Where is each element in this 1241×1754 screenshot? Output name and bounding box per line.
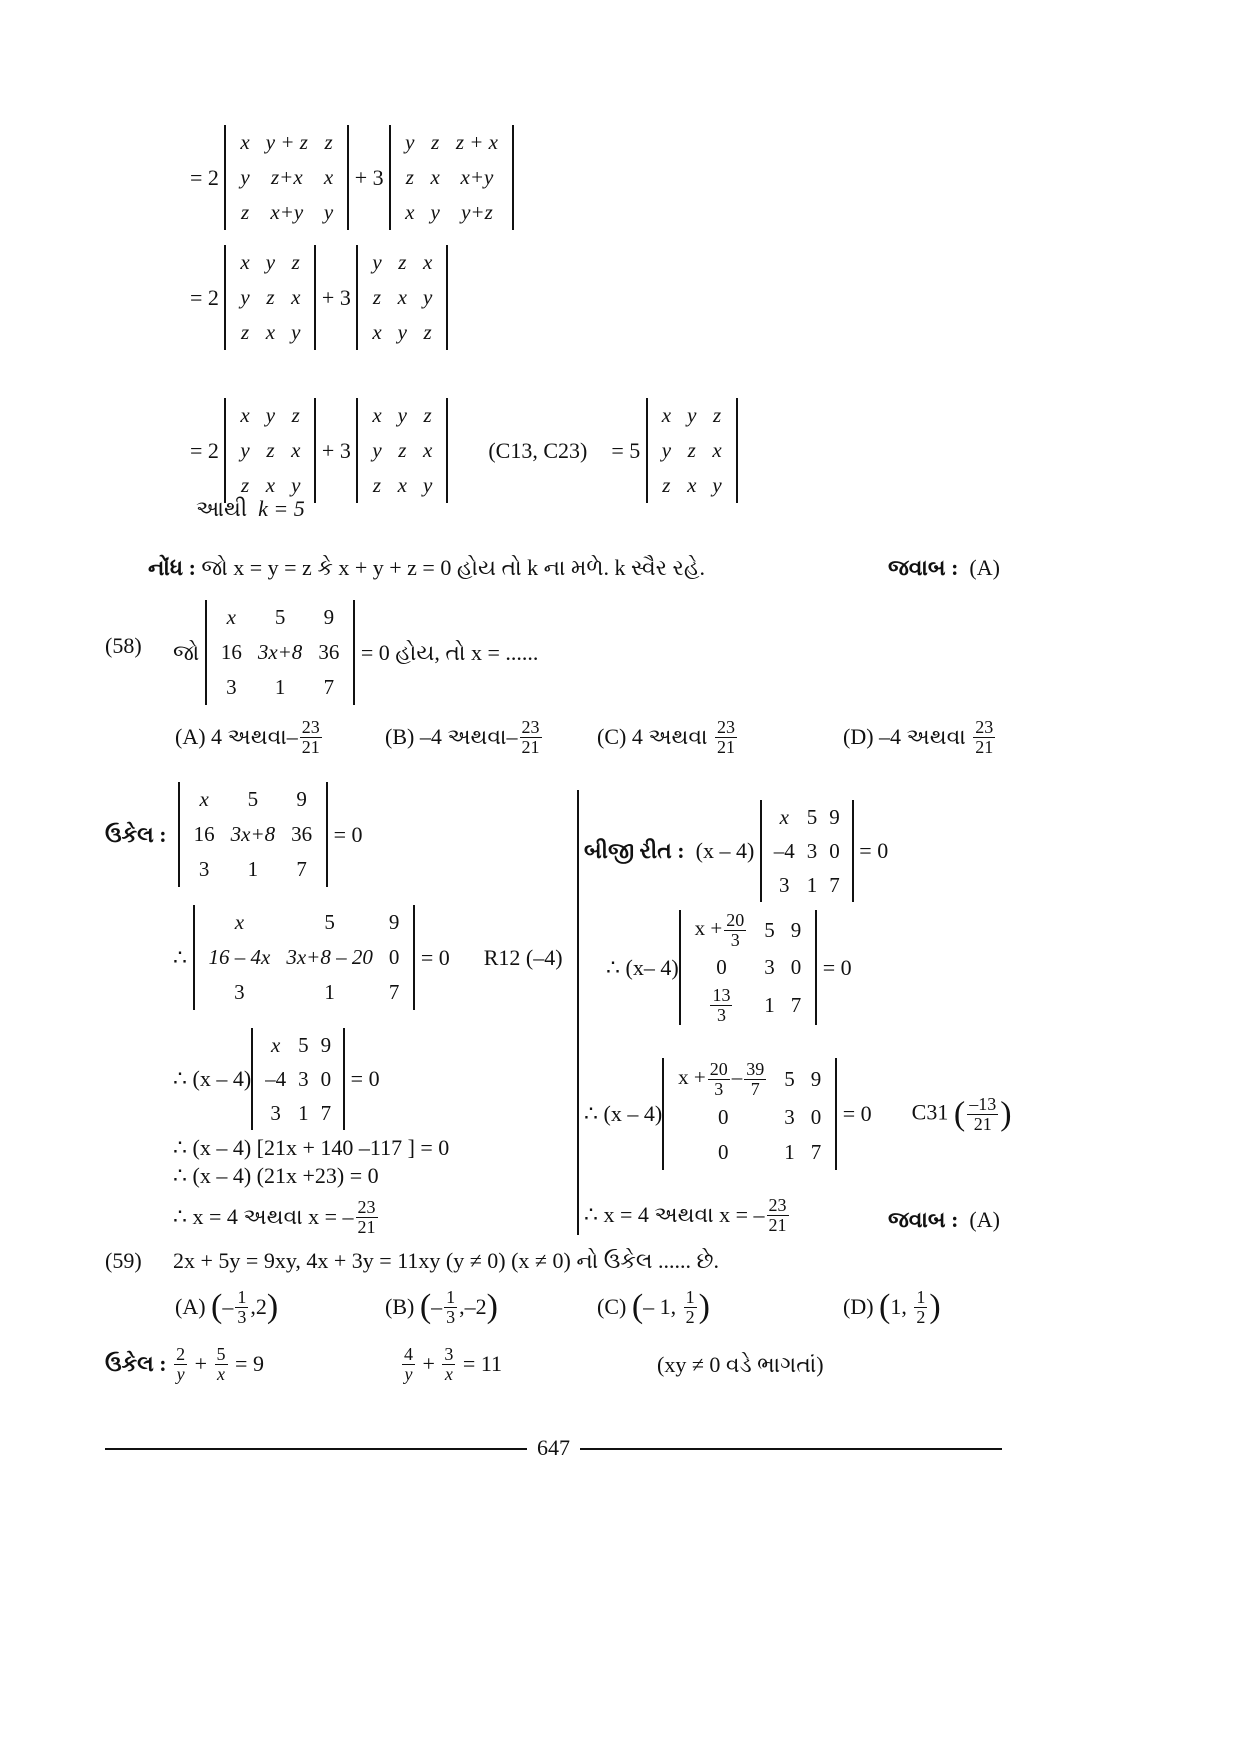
determinant: x + $\frac{20}{3}$ – $\frac{39}{7}$ 5 9 0 3 0 0 1 7 bbox=[662, 1058, 837, 1170]
matrix-cell: 1 bbox=[274, 675, 286, 699]
matrix-cell: x bbox=[422, 250, 433, 274]
matrix-cell: x bbox=[240, 130, 250, 154]
determinant bbox=[646, 398, 738, 503]
note-answer: જવાબ : (A) bbox=[888, 555, 1000, 580]
option-c: (C) ( – 1, 1 2 ) bbox=[597, 1287, 710, 1327]
q59-note: (xy ≠ 0 વડે ભાગતાં) bbox=[657, 1352, 824, 1377]
fraction: 23 21 bbox=[975, 717, 994, 757]
matrix-cell: z bbox=[240, 473, 250, 497]
matrix-cell: 9 bbox=[296, 787, 307, 811]
matrix-cell: z bbox=[687, 438, 696, 462]
matrix-cell: 3 bbox=[806, 839, 818, 863]
option-a: (A) 4 અથવા – 23 21 bbox=[175, 717, 320, 757]
matrix-cell: 5 bbox=[324, 910, 335, 934]
matrix-cell: 5 bbox=[274, 605, 286, 629]
matrix-cell: y bbox=[397, 320, 407, 344]
matrix-cell: y bbox=[265, 403, 276, 427]
matrix-cell: 1 bbox=[298, 1101, 309, 1125]
matrix-cell: y bbox=[240, 285, 250, 309]
determinant bbox=[389, 125, 514, 230]
matrix-cell: z bbox=[266, 438, 275, 462]
column-divider bbox=[577, 790, 579, 1235]
question-number: (59) bbox=[105, 1248, 142, 1273]
matrix-cell: 7 bbox=[388, 980, 400, 1004]
matrix-cell: y bbox=[405, 130, 415, 154]
matrix-cell: y bbox=[291, 320, 301, 344]
matrix-cell: 3 bbox=[298, 1067, 309, 1091]
matrix-cell: 1 bbox=[806, 873, 818, 897]
matrix-cell: y+z bbox=[461, 200, 493, 224]
solution-right-3: ∴ (x – 4) x + $\frac{20}{3}$ – $\frac{39}{7}$ 5 9 0 3 0 0 1 7 = 0 C31 ( $\frac{-13}{21}$ ) bbox=[584, 1058, 1012, 1170]
solution-left-1: ઉકેલ : x 5 9 16 3x+8 36 3 1 7 = 0 bbox=[105, 782, 363, 887]
matrix-cell: x bbox=[323, 165, 334, 189]
matrix-cell: y + z bbox=[265, 130, 308, 154]
solution-left-2: ∴ x 5 9 16 – 4x 3x+8 – 20 0 3 1 7 = 0 R12 (–4) bbox=[173, 905, 563, 1010]
note: નોંધ : જો x = y = z કે x + y + z = 0 હોય તો k ના મળે. k સ્વૈર રહે. bbox=[148, 555, 706, 580]
q58-answer: જવાબ : (A) bbox=[888, 1207, 1000, 1232]
option-b: (B) ( – 1 3 , –2 ) bbox=[385, 1287, 498, 1327]
determinant bbox=[356, 245, 448, 350]
determinant: x + $\frac{20}{3}$ 5 9 0 3 0 $\frac{13}{3}$ 1 7 bbox=[679, 910, 818, 1025]
matrix-cell: x bbox=[240, 250, 250, 274]
solution-right-4: ∴ x = 4 અથવા x = – 23 21 bbox=[584, 1195, 787, 1235]
matrix-cell: y bbox=[323, 200, 334, 224]
column-operation: (C13, C23) bbox=[488, 437, 588, 463]
question-58: જો x 5 9 16 3x+8 36 3 1 7 = 0 હોય, તો x = ...... bbox=[173, 600, 538, 705]
matrix-cell: 3x+8 – 20 bbox=[286, 945, 373, 969]
matrix-cell: x bbox=[687, 473, 697, 497]
matrix-cell: 9 bbox=[829, 805, 840, 829]
matrix-cell: 36 bbox=[291, 822, 313, 846]
matrix-cell: 9 bbox=[320, 1033, 332, 1057]
matrix-cell: x bbox=[779, 805, 789, 829]
option-d: (D) ( 1, 1 2 ) bbox=[843, 1287, 941, 1327]
footer-rule-right bbox=[580, 1448, 1002, 1450]
row-operation: R12 (–4) bbox=[483, 944, 563, 970]
matrix-cell: z bbox=[423, 403, 432, 427]
question-number: (58) bbox=[105, 633, 142, 658]
determinant bbox=[251, 1028, 345, 1130]
matrix-cell: 0 bbox=[829, 839, 840, 863]
matrix-cell: x+y bbox=[460, 165, 494, 189]
matrix-cell: z bbox=[405, 165, 414, 189]
matrix-cell: z bbox=[240, 320, 250, 344]
page-number: 647 bbox=[537, 1435, 570, 1460]
matrix-cell: z + x bbox=[455, 130, 498, 154]
determinant bbox=[224, 125, 349, 230]
matrix-cell: z bbox=[423, 320, 432, 344]
solution-right-1: બીજી રીત : (x – 4) x 5 9 –4 3 0 3 1 7 = 0 bbox=[584, 800, 888, 902]
matrix-cell: z bbox=[398, 438, 407, 462]
determinant bbox=[224, 398, 316, 503]
matrix-cell: 9 bbox=[388, 910, 400, 934]
matrix-cell: y bbox=[661, 438, 672, 462]
matrix-cell: 1 bbox=[324, 980, 335, 1004]
step-2: = 2 x y z y z x z x y + 3 y z x z x y x y z bbox=[190, 245, 448, 350]
matrix-cell: x bbox=[397, 285, 407, 309]
option-c: (C) 4 અથવા 23 21 bbox=[597, 717, 736, 757]
matrix-cell: x bbox=[661, 403, 672, 427]
matrix-cell: z bbox=[291, 250, 300, 274]
matrix-cell: 16 bbox=[193, 822, 215, 846]
matrix-cell: y bbox=[422, 473, 433, 497]
matrix-cell: 0 bbox=[388, 945, 400, 969]
matrix-cell: z bbox=[240, 200, 250, 224]
matrix-cell: x bbox=[240, 403, 250, 427]
matrix-cell: 5 bbox=[247, 787, 259, 811]
determinant bbox=[178, 782, 329, 887]
matrix-cell: z bbox=[266, 285, 275, 309]
determinant bbox=[205, 600, 356, 705]
matrix-cell: y bbox=[265, 250, 276, 274]
matrix-cell: 3x+8 bbox=[257, 640, 303, 664]
fraction: 23 21 bbox=[521, 717, 540, 757]
matrix-cell: x bbox=[291, 285, 301, 309]
matrix-cell: x bbox=[422, 438, 433, 462]
matrix-cell: y bbox=[687, 403, 697, 427]
fraction: 23 21 bbox=[717, 717, 736, 757]
matrix-cell: x bbox=[226, 605, 236, 629]
matrix-cell: x bbox=[372, 320, 382, 344]
matrix-cell: z bbox=[398, 250, 407, 274]
matrix-cell: 0 bbox=[320, 1067, 332, 1091]
matrix-cell: x bbox=[430, 165, 440, 189]
matrix-cell: z bbox=[372, 285, 382, 309]
matrix-cell: y bbox=[372, 438, 382, 462]
matrix-cell: 16 bbox=[220, 640, 242, 664]
solution-left-3: ∴ (x – 4) x 5 9 –4 3 0 3 1 7 = 0 bbox=[173, 1028, 380, 1130]
hence-line: આથી k = 5 bbox=[196, 496, 305, 521]
matrix-cell: 3 bbox=[226, 675, 237, 699]
matrix-cell: –4 bbox=[265, 1067, 287, 1091]
matrix-cell: z bbox=[372, 473, 382, 497]
solution-left-5: ∴ (x – 4) (21x +23) = 0 bbox=[173, 1163, 379, 1188]
matrix-cell: 16 – 4x bbox=[208, 945, 271, 969]
matrix-cell: x bbox=[265, 473, 276, 497]
matrix-cell: y bbox=[372, 250, 382, 274]
matrix-cell: y bbox=[422, 285, 433, 309]
solution-right-2: ∴ (x– 4) x + $\frac{20}{3}$ 5 9 0 3 0 $\frac{13}{3}$ 1 7 = 0 bbox=[606, 909, 852, 1025]
step-3: = 2 x y z y z x z x y + 3 x y z y z x z x y (C13, C23) = 5 x y z y z x z x y bbox=[190, 398, 738, 503]
matrix-cell: x+y bbox=[270, 200, 304, 224]
matrix-cell: y bbox=[240, 438, 250, 462]
matrix-cell: x bbox=[265, 320, 276, 344]
option-b: (B) –4 અથવા – 23 21 bbox=[385, 717, 540, 757]
matrix-cell: y bbox=[291, 473, 301, 497]
matrix-cell: 3 bbox=[234, 980, 245, 1004]
matrix-cell: z bbox=[712, 403, 722, 427]
matrix-cell: 9 bbox=[323, 605, 335, 629]
matrix-cell: z bbox=[324, 130, 333, 154]
fraction: 23 21 bbox=[357, 1197, 376, 1237]
matrix-cell: 7 bbox=[829, 873, 840, 897]
matrix-cell: x bbox=[199, 787, 209, 811]
matrix-cell: x bbox=[234, 910, 245, 934]
matrix-cell: 5 bbox=[806, 805, 818, 829]
determinant bbox=[760, 800, 854, 902]
matrix-cell: x bbox=[405, 200, 415, 224]
q59-solution: ઉકેલ : 2 y + $\frac{5}{x}$ = 9 bbox=[105, 1344, 264, 1384]
matrix-cell: y bbox=[240, 165, 250, 189]
matrix-cell: 3x+8 bbox=[230, 822, 276, 846]
matrix-cell: x bbox=[270, 1033, 281, 1057]
matrix-cell: z+x bbox=[271, 165, 303, 189]
matrix-cell: y bbox=[430, 200, 440, 224]
option-d: (D) –4 અથવા 23 21 bbox=[843, 717, 994, 757]
column-operation: C31 ( $\frac{-13}{21}$ ) bbox=[911, 1093, 1012, 1134]
matrix-cell: z bbox=[431, 130, 440, 154]
footer-rule-left bbox=[105, 1448, 527, 1450]
question-59: 2x + 5y = 9xy, 4x + 3y = 11xy (y ≠ 0) (x ≠ 0) નો ઉકેલ ...... છે. bbox=[173, 1248, 720, 1273]
matrix-cell: x bbox=[372, 403, 382, 427]
matrix-cell: z bbox=[662, 473, 671, 497]
solution-left-6: ∴ x = 4 અથવા x = – 23 21 bbox=[173, 1197, 376, 1237]
matrix-cell: x bbox=[291, 438, 301, 462]
solution-left-4: ∴ (x – 4) [21x + 140 –117 ] = 0 bbox=[173, 1135, 450, 1160]
q59-solution-2: 4 y + $\frac{3}{x}$ = 11 bbox=[404, 1344, 503, 1384]
matrix-cell: y bbox=[397, 403, 407, 427]
matrix-cell: 3 bbox=[779, 873, 790, 897]
matrix-cell: 3 bbox=[198, 857, 210, 881]
matrix-cell: 1 bbox=[247, 857, 259, 881]
determinant bbox=[193, 905, 416, 1010]
determinant bbox=[356, 398, 448, 503]
fraction: 23 21 bbox=[301, 717, 320, 757]
matrix-cell: 3 bbox=[270, 1101, 281, 1125]
matrix-cell: 7 bbox=[296, 857, 307, 881]
determinant bbox=[224, 245, 316, 350]
matrix-cell: 7 bbox=[323, 675, 335, 699]
option-a: (A) ( – 1 3 , 2 ) bbox=[175, 1287, 279, 1327]
matrix-cell: z bbox=[291, 403, 300, 427]
matrix-cell: 5 bbox=[298, 1033, 309, 1057]
matrix-cell: y bbox=[712, 473, 722, 497]
matrix-cell: 7 bbox=[320, 1101, 332, 1125]
fraction: 23 21 bbox=[768, 1195, 787, 1235]
matrix-cell: x bbox=[397, 473, 407, 497]
matrix-cell: x bbox=[712, 438, 722, 462]
matrix-cell: –4 bbox=[773, 839, 795, 863]
matrix-cell: 36 bbox=[318, 640, 340, 664]
step-1: = 2 x y + z z y z+x x z x+y y + 3 y z z + x z x x+y x y y+z bbox=[190, 125, 514, 230]
